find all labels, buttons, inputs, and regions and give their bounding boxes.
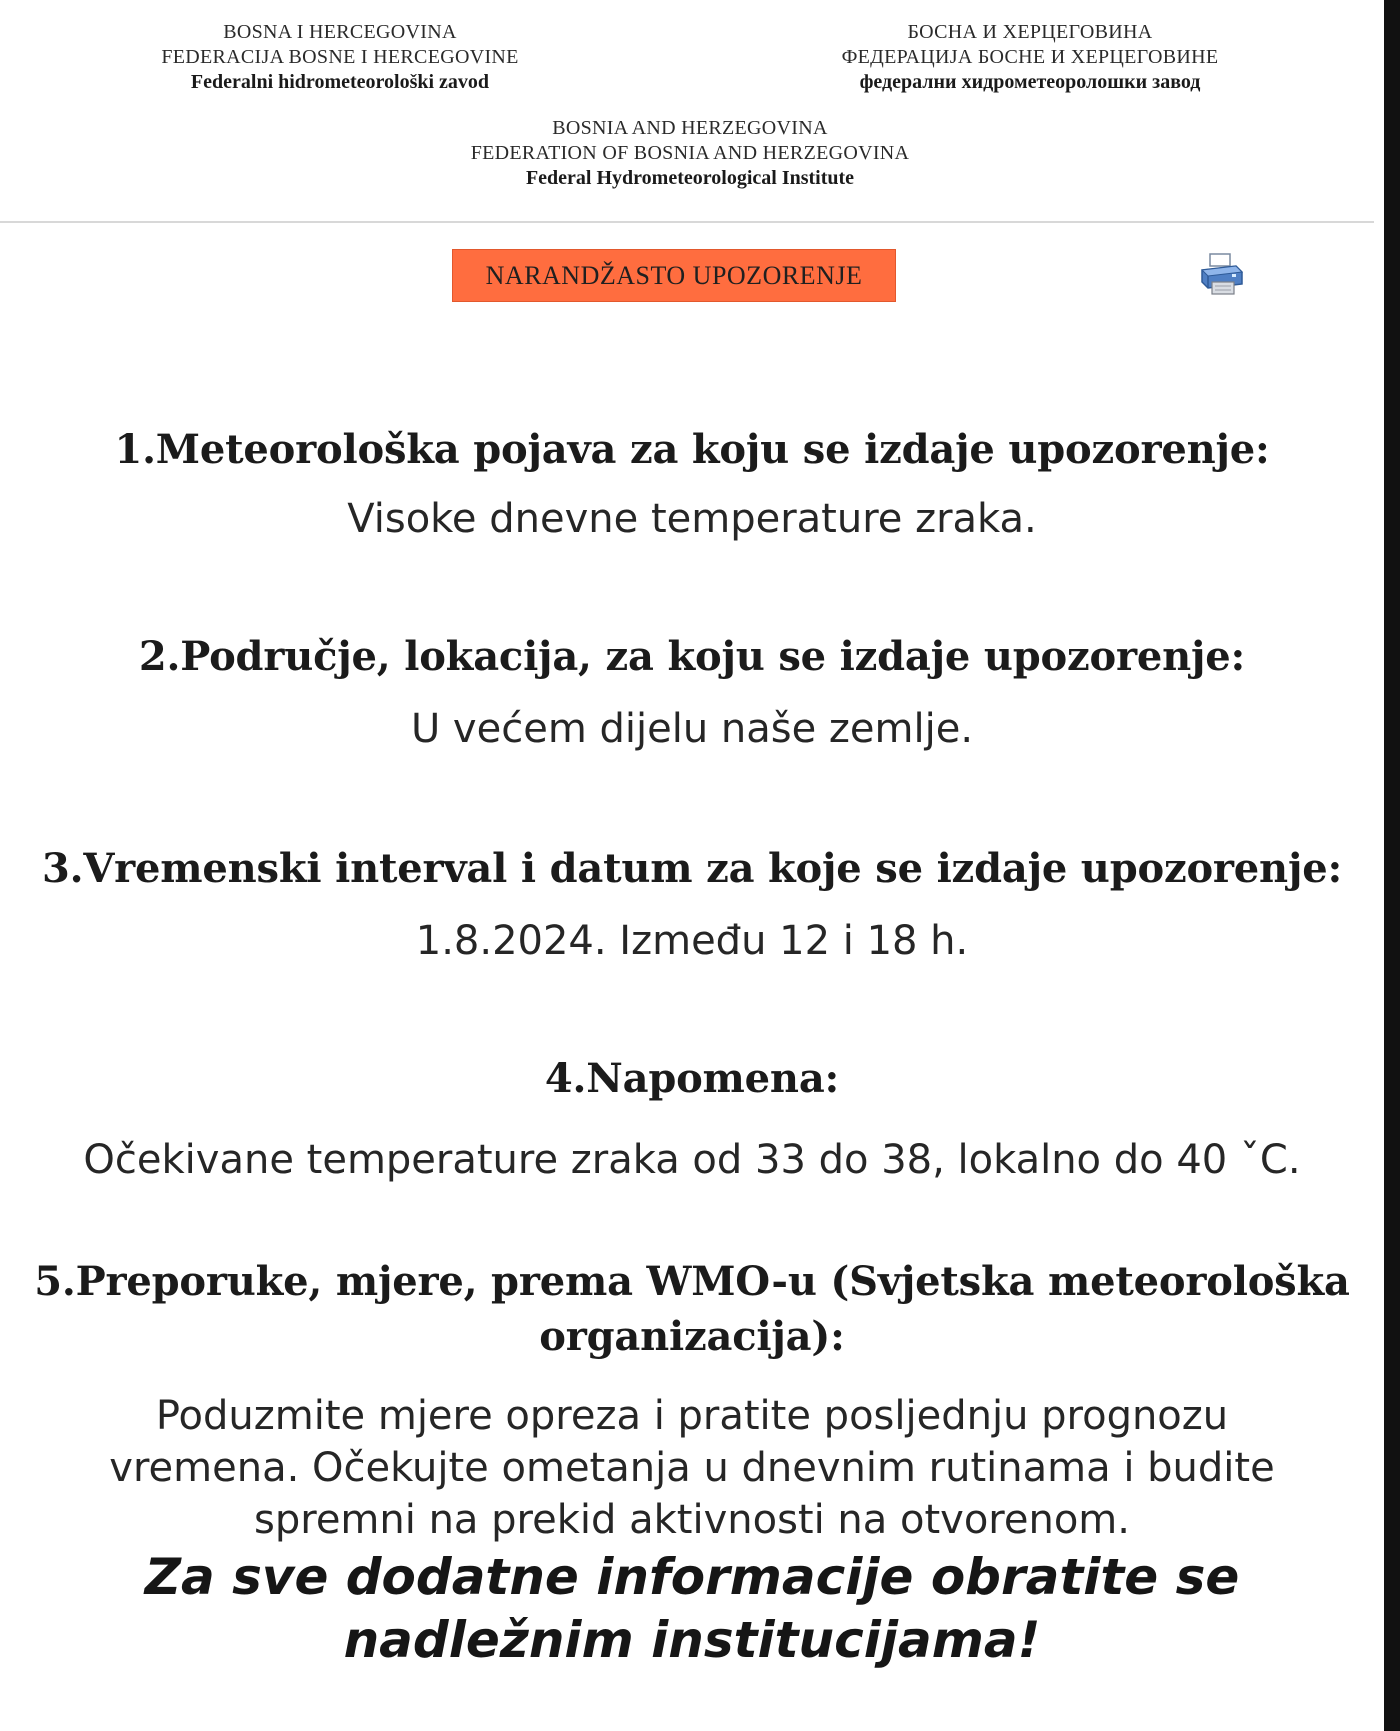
header-country-english: BOSNIA AND HERZEGOVINA [552,117,828,139]
header-federation-english: FEDERATION OF BOSNIA AND HERZEGOVINA [470,142,910,164]
header-bosnian-latin [120,20,560,95]
header-institute-english: Federal Hydrometeorological Institute [525,167,855,189]
section-5-text-line1: Poduzmite mjere opreza i pratite posljednju prognozu [155,1393,1229,1439]
institute-header [0,0,1384,222]
section-4-title: 4.Napomena: [544,1055,840,1102]
section-3-title: 3.Vremenski interval i datum za koje se izdaje upozorenje: [41,845,1343,892]
section-2-title: 2.Područje, lokacija, za koju se izdaje upozorenje: [138,633,1246,680]
section-1-title: 1.Meteorološka pojava za koju se izdaje upozorenje: [114,426,1270,473]
warning-level-badge: NARANDŽASTO UPOZORENJE [452,249,896,302]
section-5-title-line1: 5.Preporuke, mjere, prema WMO-u (Svjetska meteorološka [34,1258,1350,1305]
header-country-cyrillic: БОСНА И ХЕРЦЕГОВИНА [907,21,1153,43]
section-3-text: 1.8.2024. Između 12 i 18 h. [415,918,969,964]
header-federation-cyrillic: ФЕДЕРАЦИЈА БОСНЕ И ХЕРЦЕГОВИНЕ [841,46,1219,68]
section-5-text-line3: spremni na prekid aktivnosti na otvorenom. [254,1497,1130,1543]
header-federation-latin: FEDERACIJA BOSNE I HERCEGOVINE [161,46,519,68]
closing-line2: nadležnim institucijama! [343,1611,1041,1669]
header-divider [0,221,1374,223]
header-country-latin: BOSNA I HERCEGOVINA [223,21,457,43]
header-english [400,116,980,191]
section-5-title-line2: organizacija): [539,1313,845,1360]
section-5-text-line2: vremena. Očekujte ometanja u dnevnim rutinama i budite [109,1445,1275,1491]
right-border [1384,0,1400,1731]
printer-icon[interactable] [1196,252,1246,298]
header-institute-latin: Federalni hidrometeorološki zavod [190,71,490,93]
header-institute-cyrillic: федерални хидрометеоролошки завод [859,71,1201,93]
header-bosnian-cyrillic [790,20,1270,95]
section-1-text: Visoke dnevne temperature zraka. [347,496,1037,542]
section-4-text: Očekivane temperature zraka od 33 do 38, lokalno do 40 ˇC. [83,1137,1301,1183]
section-2-text: U većem dijelu naše zemlje. [410,706,974,752]
closing-line1: Za sve dodatne informacije obratite se [144,1548,1240,1606]
